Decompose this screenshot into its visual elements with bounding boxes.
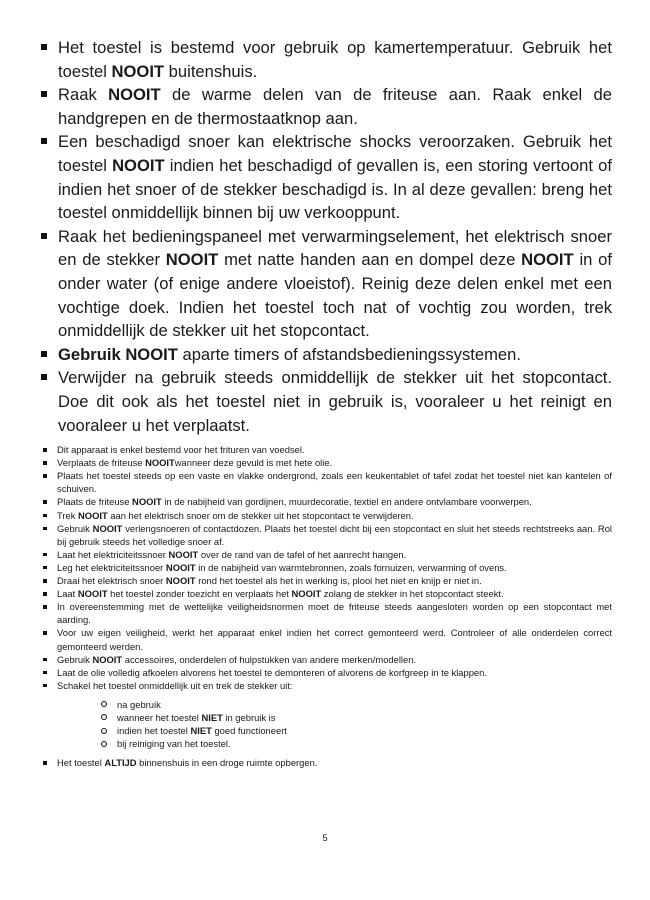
item-text: Verwijder na gebruik steeds onmiddellijk de stekker uit het stopcontact. Doe dit ook als het toestel niet in gebruik is, vooraleer u het reinigt en vooraleer u het verplaatst. (58, 368, 612, 435)
item-text: Plaats het toestel steeds op een vaste en vlakke ondergrond, zoals een keukentablet of tafel zodat het toestel niet kan kantelen of schuiven. (57, 470, 612, 495)
item-text: Leg het elektriciteitssnoer (57, 561, 166, 573)
emphasis-text: NOOIT (165, 250, 219, 270)
emphasis-text: NOOIT (132, 496, 162, 508)
emphasis-text: ALTIJD (104, 757, 137, 769)
item-text: Laat het elektriciteitssnoer (57, 548, 169, 560)
page-number: 5 (322, 833, 328, 844)
item-text: Trek (57, 509, 79, 521)
item-text: Raak het bedieningspaneel met verwarmingselement, het elektrisch snoer en de stekker (58, 226, 612, 270)
circle-bullet-icon (101, 714, 107, 720)
item-text: na gebruik (117, 698, 161, 710)
list-item (40, 587, 612, 600)
list-item (40, 724, 612, 737)
item-text: Gebruik (57, 653, 93, 665)
square-bullet-icon (43, 500, 47, 504)
item-text: Laat (57, 588, 78, 600)
item-text: indien het beschadigd of gevallen is, een storing vertoont of indien het snoer of de stekker beschadigd is. In al deze gevallen: breng het toestel onmiddellijk binnen bij uw verkooppunt. (58, 155, 612, 223)
square-bullet-icon (43, 605, 47, 609)
item-text: Voor uw eigen veiligheid, werkt het apparaat enkel indien het correct gemonteerd werd. Controleer of alle onderdelen correct gemonteerd werden. (57, 627, 612, 652)
square-bullet-icon (43, 658, 47, 662)
emphasis-text: NOOIT (521, 250, 574, 270)
square-bullet-icon (43, 631, 47, 635)
item-text: aan het elektrisch snoer om de stekker uit het stopcontact te verwijderen. (107, 509, 414, 521)
item-text: Het toestel (57, 757, 105, 769)
item-text: buitenshuis. (164, 61, 258, 81)
item-text: zolang de stekker in het stopcontact steekt. (321, 588, 504, 600)
list-item (40, 509, 612, 522)
emphasis-text: NOOIT (165, 561, 196, 573)
list-item (40, 666, 612, 679)
square-bullet-icon (43, 684, 47, 688)
item-text: Een beschadigd snoer kan elektrische shocks veroorzaken. Gebruik het toestel (58, 132, 612, 175)
square-bullet-icon (43, 761, 47, 765)
list-item (40, 548, 612, 561)
item-text: Plaats de friteuse (57, 496, 133, 508)
item-text: goed functioneert (211, 725, 287, 737)
list-item (40, 626, 612, 652)
item-text: in de nabijheid van warmtebronnen, zoals fornuizen, verwarming of ovens. (195, 561, 507, 573)
item-text: verlengsnoeren of contactdozen. Plaats het toestel dicht bij een stopcontact en sluit het steeds rechtstreeks aan. Rol bij gebruik steeds het volledige snoer af. (57, 522, 612, 547)
list-item (40, 522, 612, 548)
square-bullet-icon (41, 91, 47, 97)
item-text: aparte timers of afstandsbedieningssystemen. (177, 344, 521, 364)
square-bullet-icon (43, 553, 47, 557)
list-item (40, 366, 612, 437)
square-bullet-icon (43, 566, 47, 570)
item-text: over de rand van de tafel of het aanrecht hangen. (198, 548, 407, 560)
list-item (40, 756, 612, 769)
item-text: in de nabijheid van gordijnen, muurdecoratie, textiel en andere ontvlambare voorwerpen. (161, 496, 532, 508)
list-item (40, 561, 612, 574)
item-text: wanneer deze gevuld is met hete olie. (174, 457, 333, 469)
main-safety-list (40, 36, 612, 437)
circle-bullet-icon (101, 701, 107, 707)
list-item (40, 679, 612, 692)
emphasis-text: NOOIT (92, 522, 123, 534)
list-item (40, 600, 612, 626)
item-text: in of onder water (of enige andere vloeistof). Reinig deze delen enkel met een vochtige doek. Indien het toestel toch nat of vochtig zou worden, trek onmiddellijk de stekker uit het stopcontact. (58, 250, 612, 341)
square-bullet-icon (41, 351, 47, 357)
square-bullet-icon (43, 592, 47, 596)
emphasis-text: NIET (190, 725, 212, 737)
list-item (40, 36, 612, 83)
item-text: Laat de olie volledig afkoelen alvorens het toestel te demonteren of alvorens de korfgreep in te klappen. (57, 666, 487, 678)
emphasis-text: NOOIT (291, 588, 322, 600)
item-text: wanneer het toestel (117, 711, 202, 723)
circle-bullet-icon (101, 741, 107, 747)
list-item (40, 83, 612, 130)
list-item (40, 711, 612, 724)
square-bullet-icon (41, 374, 47, 380)
circle-bullet-icon (101, 728, 107, 734)
list-item (40, 456, 612, 469)
square-bullet-icon (43, 671, 47, 675)
square-bullet-icon (41, 44, 47, 50)
list-item (40, 443, 612, 456)
list-item (40, 737, 612, 750)
item-text: Raak (58, 85, 109, 105)
item-text: Gebruik (57, 522, 93, 534)
item-text: de warme delen van de friteuse aan. Raak enkel de handgrepen en de thermostaatknop aan. (58, 85, 612, 128)
square-bullet-icon (43, 448, 47, 452)
square-bullet-icon (43, 514, 47, 518)
emphasis-text: NOOIT (92, 653, 123, 665)
emphasis-text: NOOIT (77, 588, 108, 600)
list-item (40, 698, 612, 711)
emphasis-text: NOOIT (78, 509, 108, 521)
item-text: Schakel het toestel onmiddellijk uit en trek de stekker uit: (57, 679, 293, 691)
item-text: indien het toestel (117, 725, 191, 737)
square-bullet-icon (43, 579, 47, 583)
item-text: accessoires, onderdelen of hulpstukken van andere merken/modellen. (122, 653, 417, 665)
item-text: in gebruik is (222, 711, 276, 723)
item-text: het toestel zonder toezicht en verplaats het (107, 588, 292, 600)
item-text: rond het toestel als het in werking is, plooi het niet en knijp er niet in. (195, 575, 482, 587)
item-text: Draai het elektrisch snoer (57, 575, 166, 587)
item-text: Verplaats de friteuse (57, 457, 146, 469)
emphasis-text: Gebruik NOOIT (58, 344, 178, 364)
emphasis-text: NIET (201, 711, 223, 723)
storage-list (40, 756, 612, 769)
square-bullet-icon (43, 461, 47, 465)
list-item (40, 495, 612, 508)
list-item (40, 343, 612, 367)
list-item (40, 130, 612, 224)
list-item (40, 574, 612, 587)
emphasis-text: NOOIT (112, 155, 165, 175)
square-bullet-icon (43, 527, 47, 531)
square-bullet-icon (41, 138, 47, 144)
item-text: Dit apparaat is enkel bestemd voor het frituren van voedsel. (57, 444, 305, 456)
emphasis-text: NOOIT (168, 548, 199, 560)
emphasis-text: NOOIT (108, 85, 161, 105)
emphasis-text: NOOIT (145, 457, 175, 469)
unplug-sublist (40, 698, 612, 750)
square-bullet-icon (43, 474, 47, 478)
list-item (40, 653, 612, 666)
item-text: met natte handen aan en dompel deze (218, 250, 522, 270)
square-bullet-icon (41, 233, 47, 239)
emphasis-text: NOOIT (111, 61, 165, 81)
emphasis-text: NOOIT (165, 575, 196, 587)
item-text: Het toestel is bestemd voor gebruik op kamertemperatuur. Gebruik het toestel (58, 38, 612, 81)
detail-safety-list (40, 443, 612, 692)
list-item (40, 469, 612, 495)
item-text: In overeenstemming met de wettelijke veiligheidsnormen moet de friteuse steeds aangesloten worden op een stopcontact met aarding. (57, 601, 612, 626)
item-text: binnenshuis in een droge ruimte opbergen. (136, 757, 318, 769)
item-text: bij reiniging van het toestel. (117, 738, 231, 750)
list-item (40, 225, 612, 343)
